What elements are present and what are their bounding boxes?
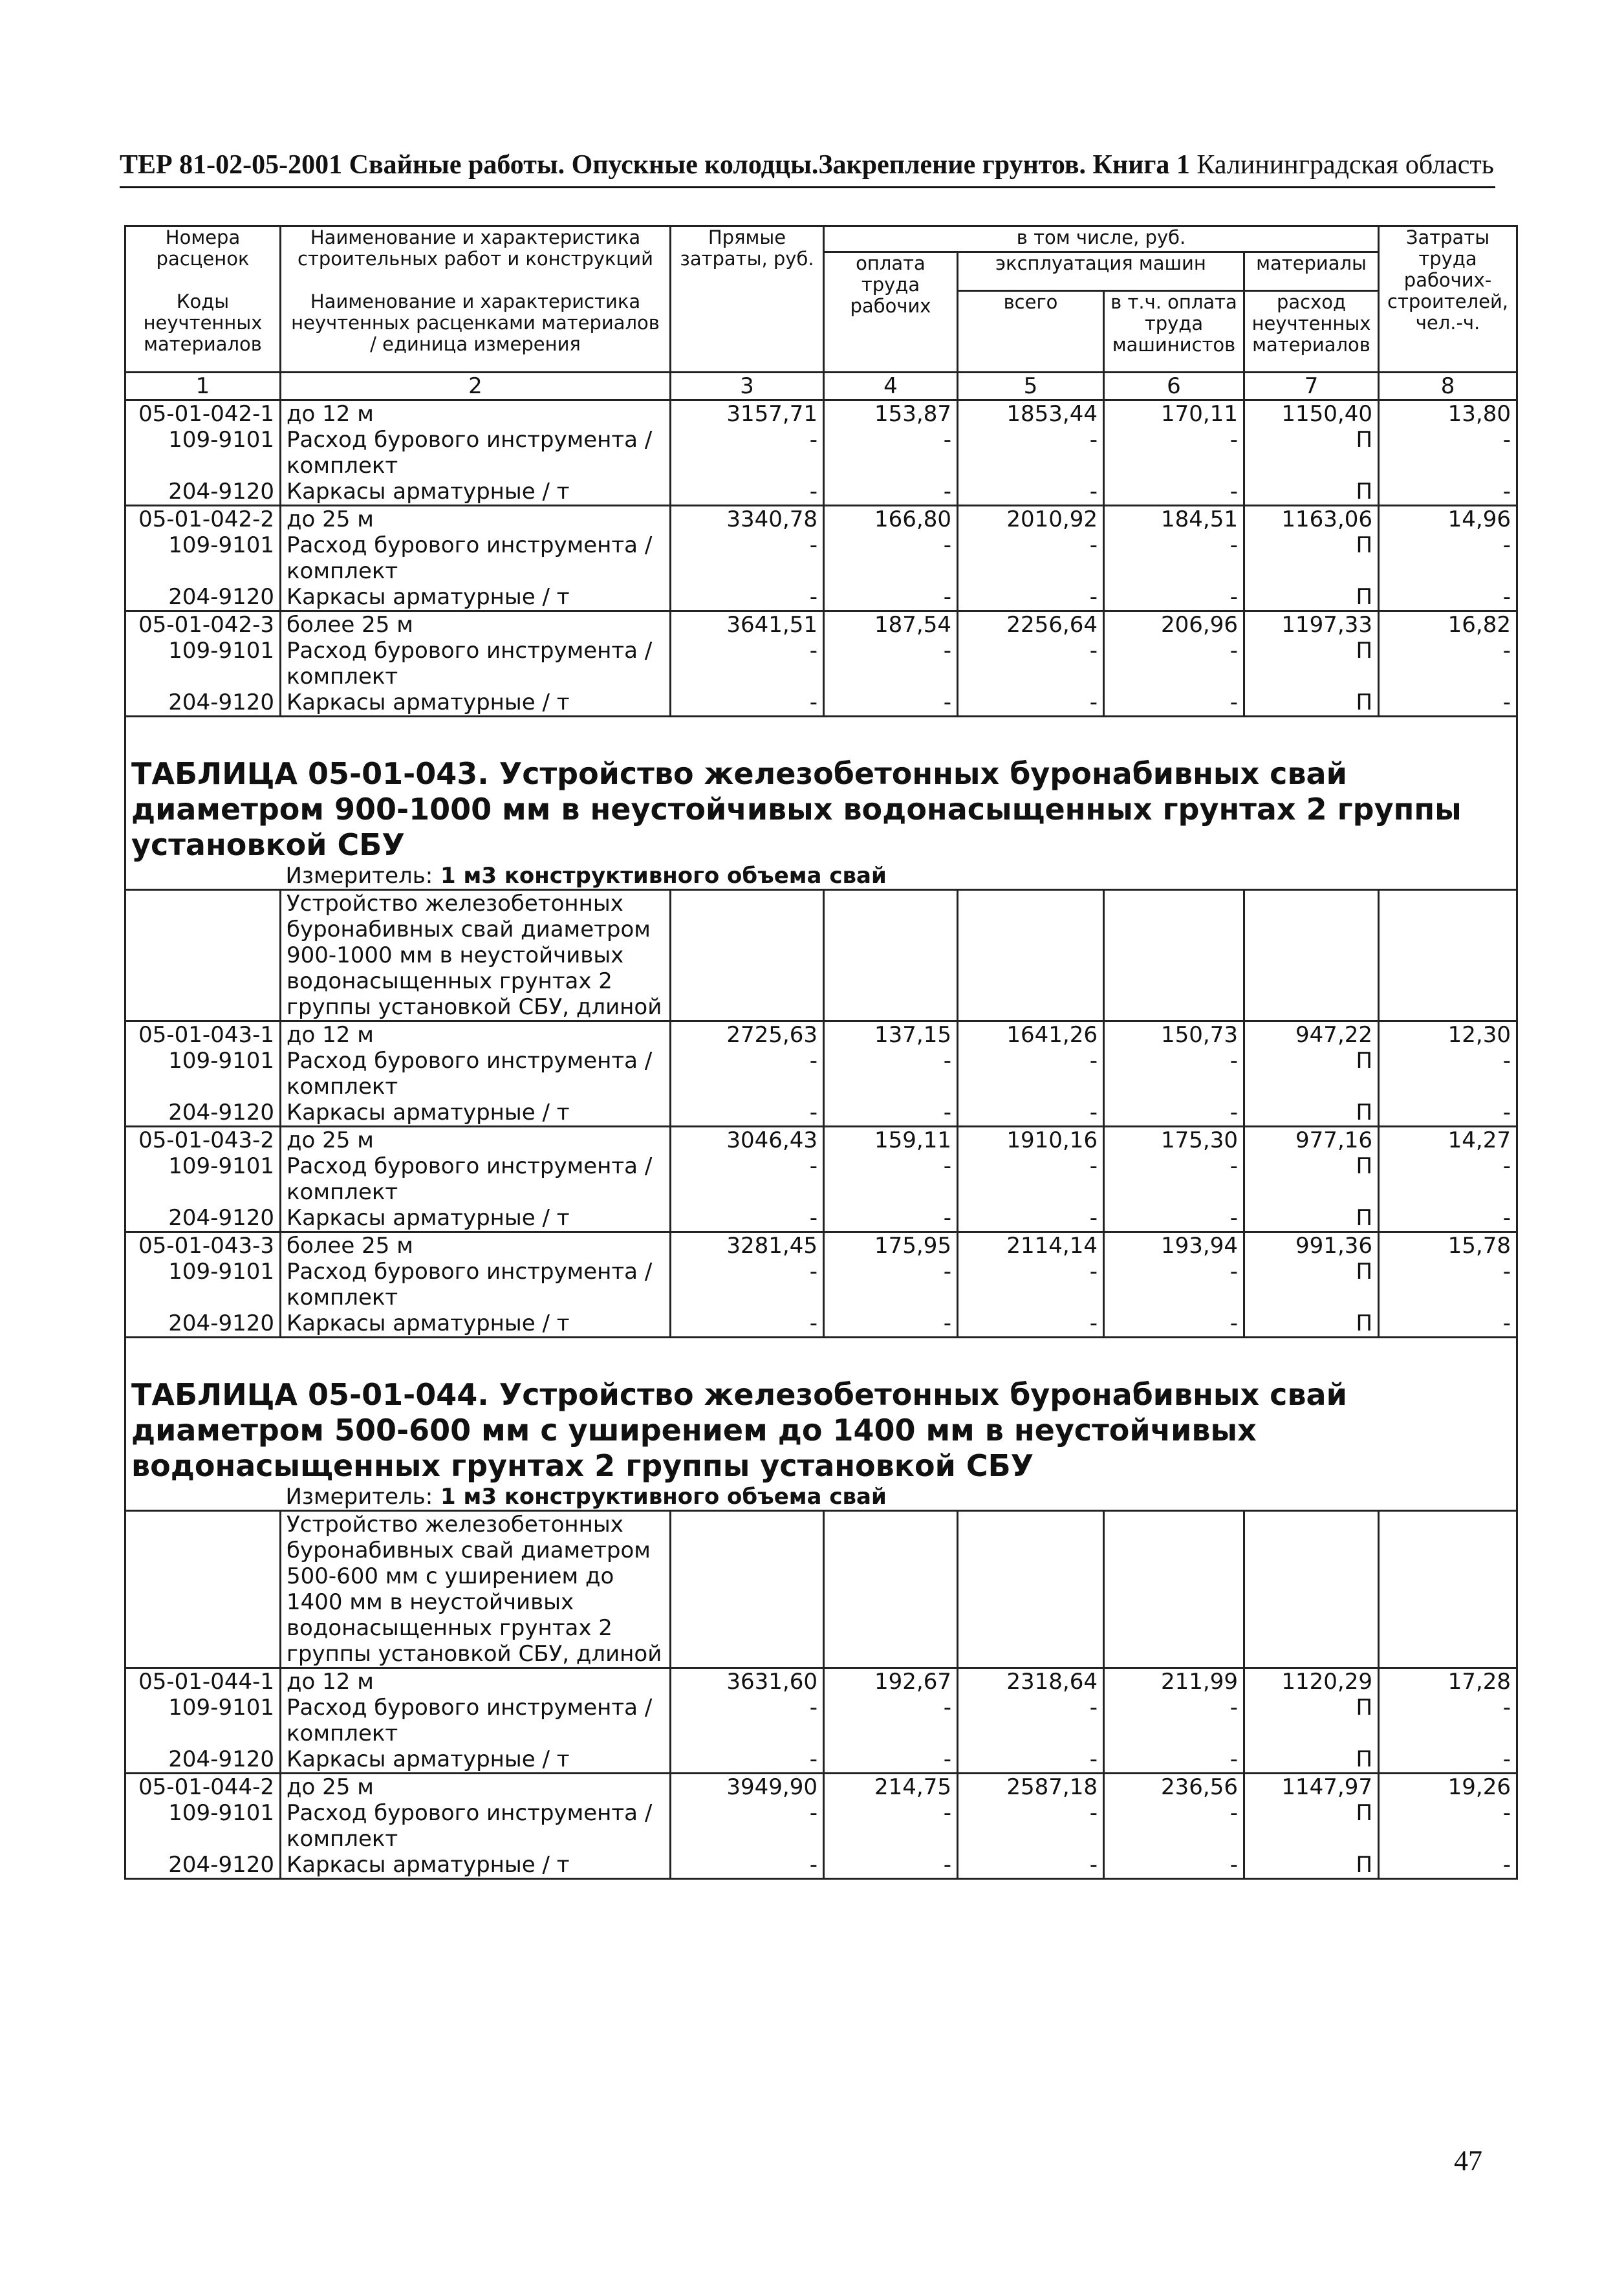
material-row (125, 1100, 1517, 1127)
dash: - (671, 584, 824, 611)
labor-pay: 187,54 (824, 611, 958, 638)
dash: - (671, 479, 824, 506)
dash: - (958, 532, 1104, 584)
labor-pay: 192,67 (824, 1668, 958, 1695)
rate-name: до 12 м (281, 1668, 671, 1695)
dash: - (1104, 1100, 1244, 1127)
dash: - (1379, 1205, 1517, 1232)
material-code: 109-9101 (125, 532, 281, 584)
direct-cost: 3631,60 (671, 1668, 824, 1695)
machines-total: 2010,92 (958, 506, 1104, 533)
table-044-title: ТАБЛИЦА 05-01-044. Устройство железобетонных буронабивных свай диаметром 500-600 мм с уширением до 1400 мм в неустойчивых водонасыщенных грунтах 2 группы установкой СБУ (125, 1377, 1517, 1484)
table-row (125, 506, 1517, 533)
col2-bottom-header: Наименование и характеристика неучтенных расценками материалов / единица измерения (281, 291, 671, 373)
table-row (125, 1668, 1517, 1695)
material-code: 204-9120 (125, 1852, 281, 1879)
direct-cost: 3340,78 (671, 506, 824, 533)
material-name: Каркасы арматурные / т (281, 1100, 671, 1127)
material-row (125, 1205, 1517, 1232)
col-number: 6 (1104, 373, 1244, 400)
dash: - (958, 1100, 1104, 1127)
material-code: 204-9120 (125, 584, 281, 611)
dash: - (671, 427, 824, 479)
material-row (125, 479, 1517, 506)
direct-cost: 3281,45 (671, 1232, 824, 1259)
labor-pay: 166,80 (824, 506, 958, 533)
rate-name: до 12 м (281, 400, 671, 428)
material-name: Каркасы арматурные / т (281, 690, 671, 717)
empty-cell (671, 890, 824, 1021)
dash: - (1379, 1310, 1517, 1338)
dash: - (824, 1695, 958, 1746)
materials-cost: 977,16 (1244, 1127, 1379, 1154)
materials-header: материалы (1244, 252, 1379, 291)
dash: - (671, 1048, 824, 1100)
header-region: Калининградская область (1189, 150, 1494, 180)
material-row (125, 532, 1517, 584)
dash: - (1379, 1259, 1517, 1310)
rate-code: 05-01-043-2 (125, 1127, 281, 1154)
material-row (125, 427, 1517, 479)
dash: - (1379, 479, 1517, 506)
dash: - (1379, 1695, 1517, 1746)
empty-cell (1244, 1511, 1379, 1668)
dash: - (824, 1259, 958, 1310)
dash: - (1104, 479, 1244, 506)
materials-cost: 1147,97 (1244, 1774, 1379, 1801)
dash: - (1379, 690, 1517, 717)
machines-total: 2318,64 (958, 1668, 1104, 1695)
material-row (125, 1800, 1517, 1852)
material-name: Расход бурового инструмента / комплект (281, 1695, 671, 1746)
dash: - (958, 638, 1104, 690)
table-043-title: ТАБЛИЦА 05-01-043. Устройство железобетонных буронабивных свай диаметром 900-1000 мм в неустойчивых водонасыщенных грунтах 2 группы установкой СБУ (125, 756, 1517, 863)
rate-name: более 25 м (281, 1232, 671, 1259)
machines-total: 1910,16 (958, 1127, 1104, 1154)
rate-name: до 25 м (281, 1127, 671, 1154)
material-name: Расход бурового инструмента / комплект (281, 1153, 671, 1205)
material-code: 109-9101 (125, 1695, 281, 1746)
dash: - (1379, 1746, 1517, 1774)
machinists-pay: 170,11 (1104, 400, 1244, 428)
col-number: 5 (958, 373, 1104, 400)
dash: - (1104, 1746, 1244, 1774)
rate-code: 05-01-043-3 (125, 1232, 281, 1259)
labor-pay: 153,87 (824, 400, 958, 428)
material-row (125, 584, 1517, 611)
meter-label: Измеритель: (285, 863, 433, 889)
col7-header: расход неучтенных материалов (1244, 291, 1379, 373)
material-mark: П (1244, 427, 1379, 479)
dash: - (1379, 584, 1517, 611)
col-number: 7 (1244, 373, 1379, 400)
dash: - (958, 584, 1104, 611)
dash: - (824, 1153, 958, 1205)
material-row (125, 1259, 1517, 1310)
dash: - (1104, 690, 1244, 717)
material-code: 204-9120 (125, 1746, 281, 1774)
material-row (125, 1153, 1517, 1205)
page-header (120, 147, 1495, 188)
material-row (125, 638, 1517, 690)
machines-total: 2256,64 (958, 611, 1104, 638)
dash: - (1379, 1100, 1517, 1127)
materials-cost: 1120,29 (1244, 1668, 1379, 1695)
col-number: 8 (1379, 373, 1517, 400)
meter-label: Измеритель: (285, 1484, 433, 1510)
material-mark: П (1244, 1310, 1379, 1338)
rate-code: 05-01-042-1 (125, 400, 281, 428)
dash: - (824, 479, 958, 506)
rate-code: 05-01-042-2 (125, 506, 281, 533)
material-name: Расход бурового инструмента / комплект (281, 1800, 671, 1852)
labor-pay: 159,11 (824, 1127, 958, 1154)
dash: - (824, 690, 958, 717)
material-mark: П (1244, 1259, 1379, 1310)
dash: - (958, 1048, 1104, 1100)
dash: - (671, 1746, 824, 1774)
material-mark: П (1244, 1746, 1379, 1774)
dash: - (1104, 1695, 1244, 1746)
dash: - (671, 638, 824, 690)
material-code: 109-9101 (125, 1153, 281, 1205)
dash: - (958, 1153, 1104, 1205)
dash: - (1104, 1205, 1244, 1232)
dash: - (958, 1852, 1104, 1879)
material-name: Каркасы арматурные / т (281, 1205, 671, 1232)
machinists-pay: 184,51 (1104, 506, 1244, 533)
material-name: Каркасы арматурные / т (281, 584, 671, 611)
dash: - (1379, 1800, 1517, 1852)
machines-total: 1641,26 (958, 1021, 1104, 1049)
material-mark: П (1244, 1100, 1379, 1127)
dash: - (1379, 1048, 1517, 1100)
material-mark: П (1244, 1153, 1379, 1205)
material-mark: П (1244, 690, 1379, 717)
direct-cost: 2725,63 (671, 1021, 824, 1049)
direct-cost: 3157,71 (671, 400, 824, 428)
material-name: Расход бурового инструмента / комплект (281, 638, 671, 690)
material-code: 109-9101 (125, 1259, 281, 1310)
dash: - (1104, 1048, 1244, 1100)
dash: - (671, 1259, 824, 1310)
labor-hours: 12,30 (1379, 1021, 1517, 1049)
material-code: 109-9101 (125, 427, 281, 479)
dash: - (958, 427, 1104, 479)
dash: - (824, 1852, 958, 1879)
material-mark: П (1244, 532, 1379, 584)
material-mark: П (1244, 479, 1379, 506)
dash: - (824, 1048, 958, 1100)
rate-name: до 12 м (281, 1021, 671, 1049)
meter-value: 1 м3 конструктивного объема свай (433, 863, 887, 889)
meter-spacer (125, 863, 281, 890)
material-row (125, 1695, 1517, 1746)
labor-hours: 17,28 (1379, 1668, 1517, 1695)
labor-hours: 15,78 (1379, 1232, 1517, 1259)
dash: - (824, 1310, 958, 1338)
rate-name: до 25 м (281, 506, 671, 533)
dash: - (1379, 427, 1517, 479)
labor-hours: 16,82 (1379, 611, 1517, 638)
dash: - (671, 1205, 824, 1232)
machinists-pay: 206,96 (1104, 611, 1244, 638)
material-name: Расход бурового инструмента / комплект (281, 1259, 671, 1310)
material-name: Расход бурового инструмента / комплект (281, 1048, 671, 1100)
empty-cell (1379, 1511, 1517, 1668)
material-name: Каркасы арматурные / т (281, 1852, 671, 1879)
dash: - (958, 1800, 1104, 1852)
spacer (125, 1338, 1517, 1378)
dash: - (958, 1205, 1104, 1232)
materials-cost: 1163,06 (1244, 506, 1379, 533)
direct-cost: 3641,51 (671, 611, 824, 638)
empty-cell (671, 1511, 824, 1668)
dash: - (671, 1100, 824, 1127)
materials-cost: 1150,40 (1244, 400, 1379, 428)
empty-cell (1104, 1511, 1244, 1668)
material-code: 204-9120 (125, 479, 281, 506)
table-row (125, 1127, 1517, 1154)
col-number: 4 (824, 373, 958, 400)
dash: - (958, 479, 1104, 506)
dash: - (1104, 584, 1244, 611)
dash: - (824, 638, 958, 690)
labor-hours: 13,80 (1379, 400, 1517, 428)
rate-code: 05-01-044-1 (125, 1668, 281, 1695)
table-044-intro: Устройство железобетонных буронабивных свай диаметром 500-600 мм с уширением до 1400 мм в неустойчивых водонасыщенных грунтах 2 группы установкой СБУ, длиной (281, 1511, 671, 1668)
empty-cell (1379, 890, 1517, 1021)
col2-top-header: Наименование и характеристика строительных работ и конструкций (281, 226, 671, 291)
table-044-meter (281, 1484, 1517, 1511)
material-name: Каркасы арматурные / т (281, 479, 671, 506)
materials-cost: 1197,33 (1244, 611, 1379, 638)
machinists-pay: 175,30 (1104, 1127, 1244, 1154)
material-code: 109-9101 (125, 1048, 281, 1100)
dash: - (1104, 427, 1244, 479)
dash: - (824, 1746, 958, 1774)
dash: - (671, 1695, 824, 1746)
dash: - (1104, 532, 1244, 584)
dash: - (1104, 1800, 1244, 1852)
machines-total: 1853,44 (958, 400, 1104, 428)
table-row (125, 611, 1517, 638)
material-mark: П (1244, 638, 1379, 690)
col1-bottom-header: Коды неучтенных материалов (125, 291, 281, 373)
material-mark: П (1244, 584, 1379, 611)
machinists-pay: 193,94 (1104, 1232, 1244, 1259)
dash: - (1104, 1852, 1244, 1879)
labor-pay: 137,15 (824, 1021, 958, 1049)
material-row (125, 1310, 1517, 1338)
rate-code: 05-01-044-2 (125, 1774, 281, 1801)
dash: - (824, 532, 958, 584)
col-number: 1 (125, 373, 281, 400)
dash: - (958, 1310, 1104, 1338)
dash: - (1104, 1153, 1244, 1205)
empty-cell (824, 890, 958, 1021)
empty-cell (1244, 890, 1379, 1021)
labor-pay: 175,95 (824, 1232, 958, 1259)
material-code: 109-9101 (125, 638, 281, 690)
table-043-meter (281, 863, 1517, 890)
materials-cost: 947,22 (1244, 1021, 1379, 1049)
col1-top-header: Номера расценок (125, 226, 281, 291)
empty-cell (958, 890, 1104, 1021)
empty-cell (958, 1511, 1104, 1668)
dash: - (671, 1800, 824, 1852)
material-name: Каркасы арматурные / т (281, 1746, 671, 1774)
col4-header: оплата труда рабочих (824, 252, 958, 373)
dash: - (671, 1852, 824, 1879)
table-row (125, 1774, 1517, 1801)
material-code: 204-9120 (125, 690, 281, 717)
materials-cost: 991,36 (1244, 1232, 1379, 1259)
dash: - (1379, 1153, 1517, 1205)
dash: - (958, 1695, 1104, 1746)
table-row (125, 1021, 1517, 1049)
material-name: Каркасы арматурные / т (281, 1310, 671, 1338)
material-row (125, 1048, 1517, 1100)
table-row (125, 1232, 1517, 1259)
machines-total: 2114,14 (958, 1232, 1104, 1259)
col5-header: всего (958, 291, 1104, 373)
direct-cost: 3046,43 (671, 1127, 824, 1154)
material-mark: П (1244, 1852, 1379, 1879)
labor-hours: 14,96 (1379, 506, 1517, 533)
col-number: 3 (671, 373, 824, 400)
machinists-pay: 150,73 (1104, 1021, 1244, 1049)
dash: - (824, 1205, 958, 1232)
material-code: 109-9101 (125, 1800, 281, 1852)
dash: - (671, 532, 824, 584)
dash: - (958, 690, 1104, 717)
material-mark: П (1244, 1048, 1379, 1100)
material-row (125, 1852, 1517, 1879)
rate-code: 05-01-043-1 (125, 1021, 281, 1049)
dash: - (958, 1746, 1104, 1774)
intro-code-cell (125, 1511, 281, 1668)
direct-cost: 3949,90 (671, 1774, 824, 1801)
dash: - (1104, 1310, 1244, 1338)
machinists-pay: 236,56 (1104, 1774, 1244, 1801)
labor-hours: 19,26 (1379, 1774, 1517, 1801)
dash: - (1379, 532, 1517, 584)
rate-code: 05-01-042-3 (125, 611, 281, 638)
table-row (125, 400, 1517, 428)
col8-header: Затраты труда рабочих-строителей, чел.-ч. (1379, 226, 1517, 373)
empty-cell (1104, 890, 1244, 1021)
spacer (125, 717, 1517, 757)
page-number: 47 (1454, 2145, 1482, 2177)
material-mark: П (1244, 1800, 1379, 1852)
price-table (124, 225, 1518, 1880)
meter-value: 1 м3 конструктивного объема свай (433, 1484, 887, 1510)
col3-header: Прямые затраты, руб. (671, 226, 824, 373)
machinists-pay: 211,99 (1104, 1668, 1244, 1695)
material-row (125, 1746, 1517, 1774)
labor-pay: 214,75 (824, 1774, 958, 1801)
dash: - (824, 427, 958, 479)
dash: - (1379, 638, 1517, 690)
material-mark: П (1244, 1205, 1379, 1232)
col6-header: в т.ч. оплата труда машинистов (1104, 291, 1244, 373)
rate-name: более 25 м (281, 611, 671, 638)
material-code: 204-9120 (125, 1205, 281, 1232)
dash: - (1104, 1259, 1244, 1310)
header-title: ТЕР 81-02-05-2001 Свайные работы. Опускные колодцы.Закрепление грунтов. Книга 1 (120, 150, 1190, 180)
col-number: 2 (281, 373, 671, 400)
material-code: 204-9120 (125, 1100, 281, 1127)
rate-name: до 25 м (281, 1774, 671, 1801)
incl-header: в том числе, руб. (824, 226, 1379, 252)
meter-spacer (125, 1484, 281, 1511)
intro-code-cell (125, 890, 281, 1021)
dash: - (671, 690, 824, 717)
material-name: Расход бурового инструмента / комплект (281, 427, 671, 479)
dash: - (958, 1259, 1104, 1310)
material-code: 204-9120 (125, 1310, 281, 1338)
dash: - (671, 1153, 824, 1205)
empty-cell (824, 1511, 958, 1668)
dash: - (824, 584, 958, 611)
labor-hours: 14,27 (1379, 1127, 1517, 1154)
dash: - (824, 1100, 958, 1127)
dash: - (824, 1800, 958, 1852)
material-mark: П (1244, 1695, 1379, 1746)
material-name: Расход бурового инструмента / комплект (281, 532, 671, 584)
dash: - (1379, 1852, 1517, 1879)
dash: - (1104, 638, 1244, 690)
machines-header: эксплуатация машин (958, 252, 1244, 291)
machines-total: 2587,18 (958, 1774, 1104, 1801)
dash: - (671, 1310, 824, 1338)
table-043-intro: Устройство железобетонных буронабивных свай диаметром 900-1000 мм в неустойчивых водонасыщенных грунтах 2 группы установкой СБУ, длиной (281, 890, 671, 1021)
material-row (125, 690, 1517, 717)
